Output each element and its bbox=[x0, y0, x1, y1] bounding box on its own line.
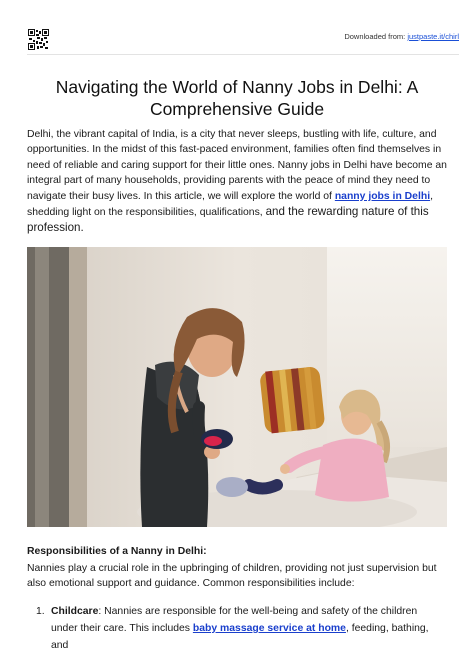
list-item-text-after: , feeding, bathing, and bbox=[51, 623, 429, 651]
page-title bbox=[27, 76, 447, 120]
list-item-number: 1. bbox=[36, 606, 45, 617]
download-source bbox=[344, 32, 459, 41]
intro-tail-large: and the rewarding nature of this profession. bbox=[27, 205, 429, 235]
title-line-1: Navigating the World of Nanny Jobs in Delhi: A bbox=[55, 77, 419, 97]
baby-massage-link[interactable]: baby massage service at home bbox=[192, 623, 346, 634]
section-text: Nannies play a crucial role in the upbringing of children, providing not just supervision but also emotional support and guidance. Common responsibilities include: bbox=[27, 563, 437, 590]
intro-text: Delhi, the vibrant capital of India, is a city that never sleeps, bustling with life, culture, and opportunities. In the midst of this fast-paced environment, families often find themselves in need of reliable and caring support for their little ones. Nanny jobs in Delhi have become an integral part of many households, providing parents with the peace of mind they need to navigate their busy lives. In this article, we will explore the world of bbox=[27, 129, 447, 202]
qr-code bbox=[28, 29, 49, 50]
list-item-text: : Nannies are responsible for the well-being and safety of the children under their care. This includes bbox=[51, 606, 418, 634]
intro-tail-small: shedding light on the responsibilities, qualifications, bbox=[27, 207, 263, 219]
header-divider bbox=[27, 54, 459, 55]
nanny-jobs-link[interactable]: nanny jobs in Delhi bbox=[334, 190, 431, 202]
intro-paragraph bbox=[27, 127, 447, 237]
section-heading: Responsibilities of a Nanny in Delhi: bbox=[27, 546, 207, 557]
intro-comma: , bbox=[430, 190, 433, 202]
responsibilities-list bbox=[36, 603, 446, 654]
source-link[interactable]: justpaste.it/chirl bbox=[407, 32, 459, 41]
downloaded-label: Downloaded from: bbox=[344, 32, 406, 41]
title-line-2: Comprehensive Guide bbox=[149, 99, 325, 119]
nanny-with-child-photo bbox=[27, 247, 447, 527]
list-item bbox=[36, 603, 446, 654]
list-item-term: Childcare bbox=[51, 606, 99, 617]
